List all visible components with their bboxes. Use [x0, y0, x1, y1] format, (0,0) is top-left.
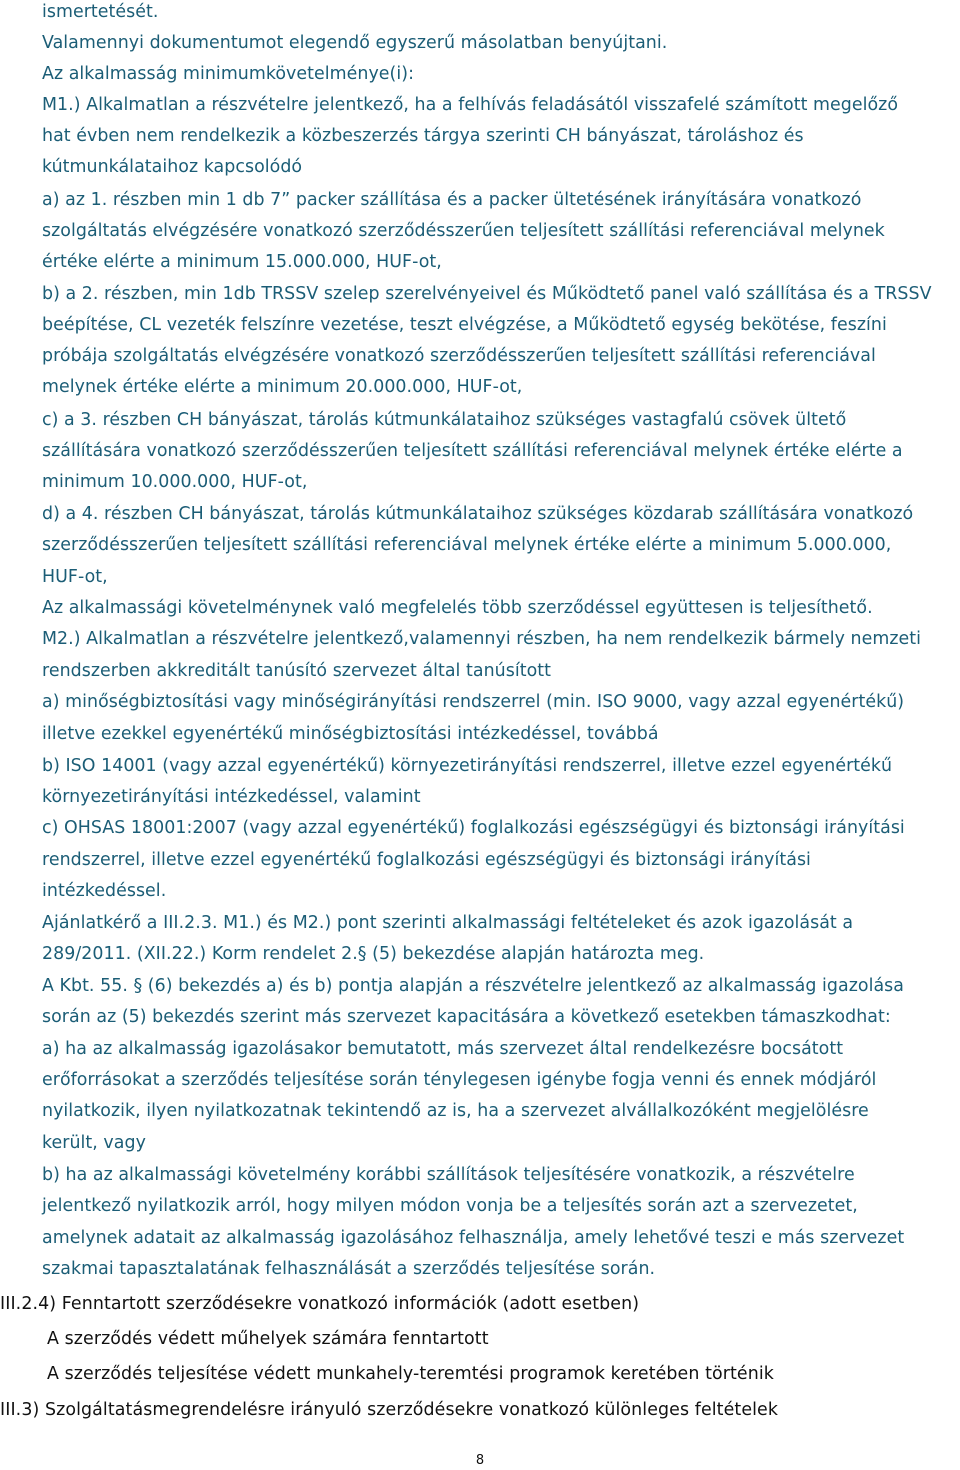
body-line: rendszerrel, illetve ezzel egyenértékű foglalkozási egészségügyi és biztonsági irányítási	[42, 850, 811, 870]
body-line: ismertetését.	[42, 2, 159, 22]
body-line: a) az 1. részben min 1 db 7” packer szállítása és a packer ültetésének irányítására vonatkozó	[42, 190, 862, 210]
body-line: beépítése, CL vezeték felszínre vezetése, teszt elvégzése, a Működtető egység bekötése, feszíni	[42, 315, 887, 335]
section-heading-reserved-contracts: III.2.4) Fenntartott szerződésekre vonatkozó információk (adott esetben)	[0, 1294, 640, 1314]
body-line: hat évben nem rendelkezik a közbeszerzés tárgya szerinti CH bányászat, tároláshoz és	[42, 126, 804, 146]
body-line: Ajánlatkérő a III.2.3. M1.) és M2.) pont szerinti alkalmassági feltételeket és azok igazolását a	[42, 913, 854, 933]
page-number: 8	[475, 1453, 485, 1468]
body-line: Valamennyi dokumentumot elegendő egyszerű másolatban benyújtani.	[42, 33, 668, 53]
body-line: értéke elérte a minimum 15.000.000, HUF-ot,	[42, 252, 442, 272]
body-line: szolgáltatás elvégzésére vonatkozó szerződésszerűen teljesített szállítási referenciával melynek	[42, 221, 885, 241]
body-line: környezetirányítási intézkedéssel, valamint	[42, 787, 421, 807]
body-line: szállítására vonatkozó szerződésszerűen teljesített szállítási referenciával melynek értéke elérte a	[42, 441, 903, 461]
body-line: amelynek adatait az alkalmasság igazolásához felhasználja, amely lehetővé teszi e más szervezet	[42, 1228, 905, 1248]
body-line: A Kbt. 55. § (6) bekezdés a) és b) pontja alapján a részvételre jelentkező az alkalmasság igazolása	[42, 976, 904, 996]
body-line: melynek értéke elérte a minimum 20.000.000, HUF-ot,	[42, 377, 523, 397]
body-line: c) OHSAS 18001:2007 (vagy azzal egyenértékű) foglalkozási egészségügyi és biztonsági irányítási	[42, 818, 905, 838]
body-line: b) ISO 14001 (vagy azzal egyenértékű) környezetirányítási rendszerrel, illetve ezzel egyenértékű	[42, 756, 893, 776]
reserved-item: A szerződés teljesítése védett munkahely-teremtési programok keretében történik	[47, 1364, 774, 1384]
body-line: b) ha az alkalmassági követelmény korábbi szállítások teljesítésére vonatkozik, a részvételre	[42, 1165, 855, 1185]
body-line: került, vagy	[42, 1133, 146, 1153]
body-line: szakmai tapasztalatának felhasználását a szerződés teljesítése során.	[42, 1259, 656, 1279]
body-line: szerződésszerűen teljesített szállítási referenciával melynek értéke elérte a minimum 5.000.000,	[42, 535, 892, 555]
body-line: minimum 10.000.000, HUF-ot,	[42, 472, 308, 492]
body-line: d) a 4. részben CH bányászat, tárolás kútmunkálataihoz szükséges közdarab szállítására vonatkozó	[42, 504, 914, 524]
body-line: során az (5) bekezdés szerint más szervezet kapacitására a következő esetekben támaszkodhat:	[42, 1007, 891, 1027]
body-line: intézkedéssel.	[42, 881, 167, 901]
body-line: M1.) Alkalmatlan a részvételre jelentkező, ha a felhívás feladásától visszafelé számított megelőző	[42, 95, 899, 115]
body-line: HUF-ot,	[42, 567, 108, 587]
body-line: 289/2011. (XII.22.) Korm rendelet 2.§ (5) bekezdése alapján határozta meg.	[42, 944, 705, 964]
body-line: rendszerben akkreditált tanúsító szervezet által tanúsított	[42, 661, 552, 681]
body-line: nyilatkozik, ilyen nyilatkozatnak tekintendő az is, ha a szervezet alvállalkozóként megjelölésre	[42, 1101, 869, 1121]
body-line: erőforrásokat a szerződés teljesítése során ténylegesen igénybe fogja venni és ennek módjáról	[42, 1070, 877, 1090]
section-heading-service-conditions: III.3) Szolgáltatásmegrendelésre irányuló szerződésekre vonatkozó különleges feltételek	[0, 1400, 779, 1420]
body-line: a) ha az alkalmasság igazolásakor bemutatott, más szervezet által rendelkezésre bocsátott	[42, 1039, 844, 1059]
reserved-item: A szerződés védett műhelyek számára fenntartott	[47, 1329, 489, 1349]
body-line: kútmunkálataihoz kapcsolódó	[42, 157, 303, 177]
body-line: jelentkező nyilatkozik arról, hogy milyen módon vonja be a teljesítés során azt a szervezetet,	[42, 1196, 858, 1216]
body-line: b) a 2. részben, min 1db TRSSV szelep szerelvényeivel és Működtető panel való szállítása és a TRSSV	[42, 284, 932, 304]
body-line: Az alkalmassági követelménynek való megfelelés több szerződéssel együttesen is teljesíthető.	[42, 598, 873, 618]
body-line: c) a 3. részben CH bányászat, tárolás kútmunkálataihoz szükséges vastagfalú csövek ültető	[42, 410, 847, 430]
body-line: Az alkalmasság minimumkövetelménye(i):	[42, 64, 415, 84]
body-line: M2.) Alkalmatlan a részvételre jelentkező,valamennyi részben, ha nem rendelkezik bármely nemzeti	[42, 629, 922, 649]
body-line: próbája szolgáltatás elvégzésére vonatkozó szerződésszerűen teljesített szállítási referenciával	[42, 346, 876, 366]
body-line: a) minőségbiztosítási vagy minőségirányítási rendszerrel (min. ISO 9000, vagy azzal egyenértékű)	[42, 692, 905, 712]
body-line: illetve ezekkel egyenértékű minőségbiztosítási intézkedéssel, továbbá	[42, 724, 659, 744]
